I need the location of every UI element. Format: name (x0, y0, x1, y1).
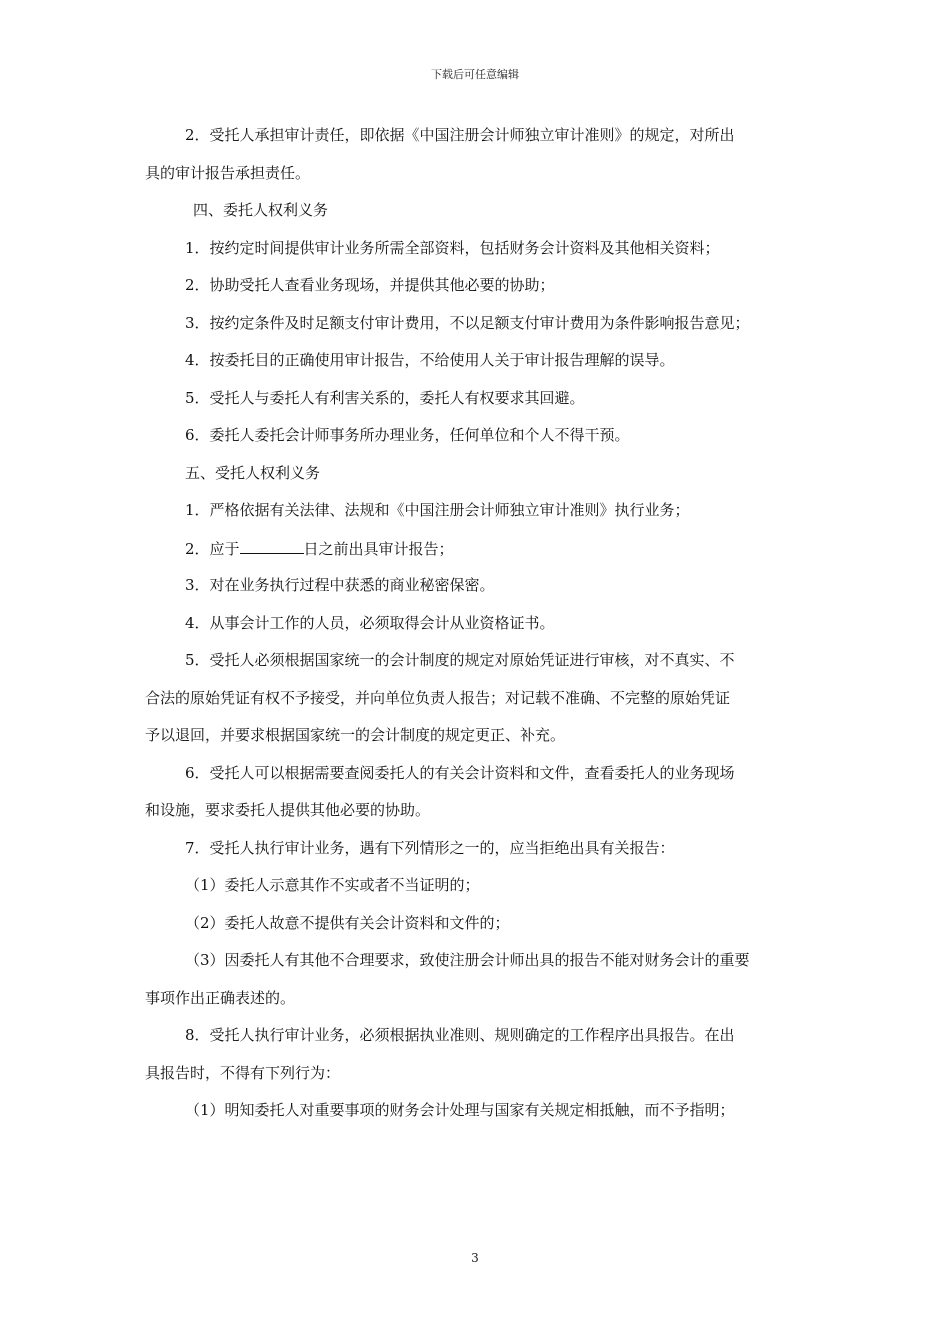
line-text-after-blank: 日之前出具审计报告； (303, 539, 454, 558)
paragraph-line: 4．从事会计工作的人员，必须取得会计从业资格证书。 (185, 613, 555, 632)
paragraph-line: 6．受托人可以根据需要查阅委托人的有关会计资料和文件，查看委托人的业务现场 (185, 763, 735, 782)
paragraph-line: 2．受托人承担审计责任，即依据《中国注册会计师独立审计准则》的规定，对所出 (185, 126, 735, 144)
page-header: 下载后可任意编辑 (431, 68, 519, 81)
paragraph-line: （2）委托人故意不提供有关会计资料和文件的； (185, 913, 510, 932)
section-heading: 四、委托人权利义务 (193, 201, 329, 219)
paragraph-line: （1）明知委托人对重要事项的财务会计处理与国家有关规定相抵触，而不予指明； (185, 1101, 735, 1119)
paragraph-line: 7．受托人执行审计业务，遇有下列情形之一的，应当拒绝出具有关报告： (185, 838, 675, 857)
paragraph-line: 1．按约定时间提供审计业务所需全部资料，包括财务会计资料及其他相关资料； (185, 238, 720, 257)
paragraph-line: 具报告时，不得有下列行为： (145, 1063, 341, 1082)
paragraph-line: （1）委托人示意其作不实或者不当证明的； (185, 876, 480, 894)
section-heading: 五、受托人权利义务 (185, 463, 321, 482)
paragraph-line: 3．按约定条件及时足额支付审计费用，不以足额支付审计费用为条件影响报告意见； (185, 313, 750, 332)
paragraph-line: 5．受托人与委托人有利害关系的，委托人有权要求其回避。 (185, 388, 585, 407)
paragraph-line: 具的审计报告承担责任。 (145, 163, 311, 182)
paragraph-line: 3．对在业务执行过程中获悉的商业秘密保密。 (185, 576, 495, 594)
paragraph-line: 合法的原始凭证有权不予接受，并向单位负责人报告；对记载不准确、不完整的原始凭证 (145, 688, 731, 707)
date-blank-underline (240, 539, 304, 554)
paragraph-line (185, 539, 454, 558)
paragraph-line: 事项作出正确表述的。 (145, 988, 296, 1007)
paragraph-line: 1．严格依据有关法律、法规和《中国注册会计师独立审计准则》执行业务； (185, 501, 690, 519)
paragraph-line: 6．委托人委托会计师事务所办理业务，任何单位和个人不得干预。 (185, 426, 630, 444)
page-number: 3 (471, 1251, 479, 1265)
paragraph-line: 4．按委托目的正确使用审计报告，不给使用人关于审计报告理解的误导。 (185, 351, 675, 369)
paragraph-line: 2．协助受托人查看业务现场，并提供其他必要的协助； (185, 276, 555, 294)
paragraph-line: 和设施，要求委托人提供其他必要的协助。 (145, 801, 431, 819)
paragraph-line: （3）因委托人有其他不合理要求，致使注册会计师出具的报告不能对财务会计的重要 (185, 951, 750, 969)
line-text-before-blank: 2．应于 (185, 539, 240, 558)
paragraph-line: 予以退回，并要求根据国家统一的会计制度的规定更正、补充。 (145, 726, 566, 744)
paragraph-line: 5．受托人必须根据国家统一的会计制度的规定对原始凭证进行审核，对不真实、不 (185, 651, 735, 669)
paragraph-line: 8．受托人执行审计业务，必须根据执业准则、规则确定的工作程序出具报告。在出 (185, 1026, 735, 1044)
